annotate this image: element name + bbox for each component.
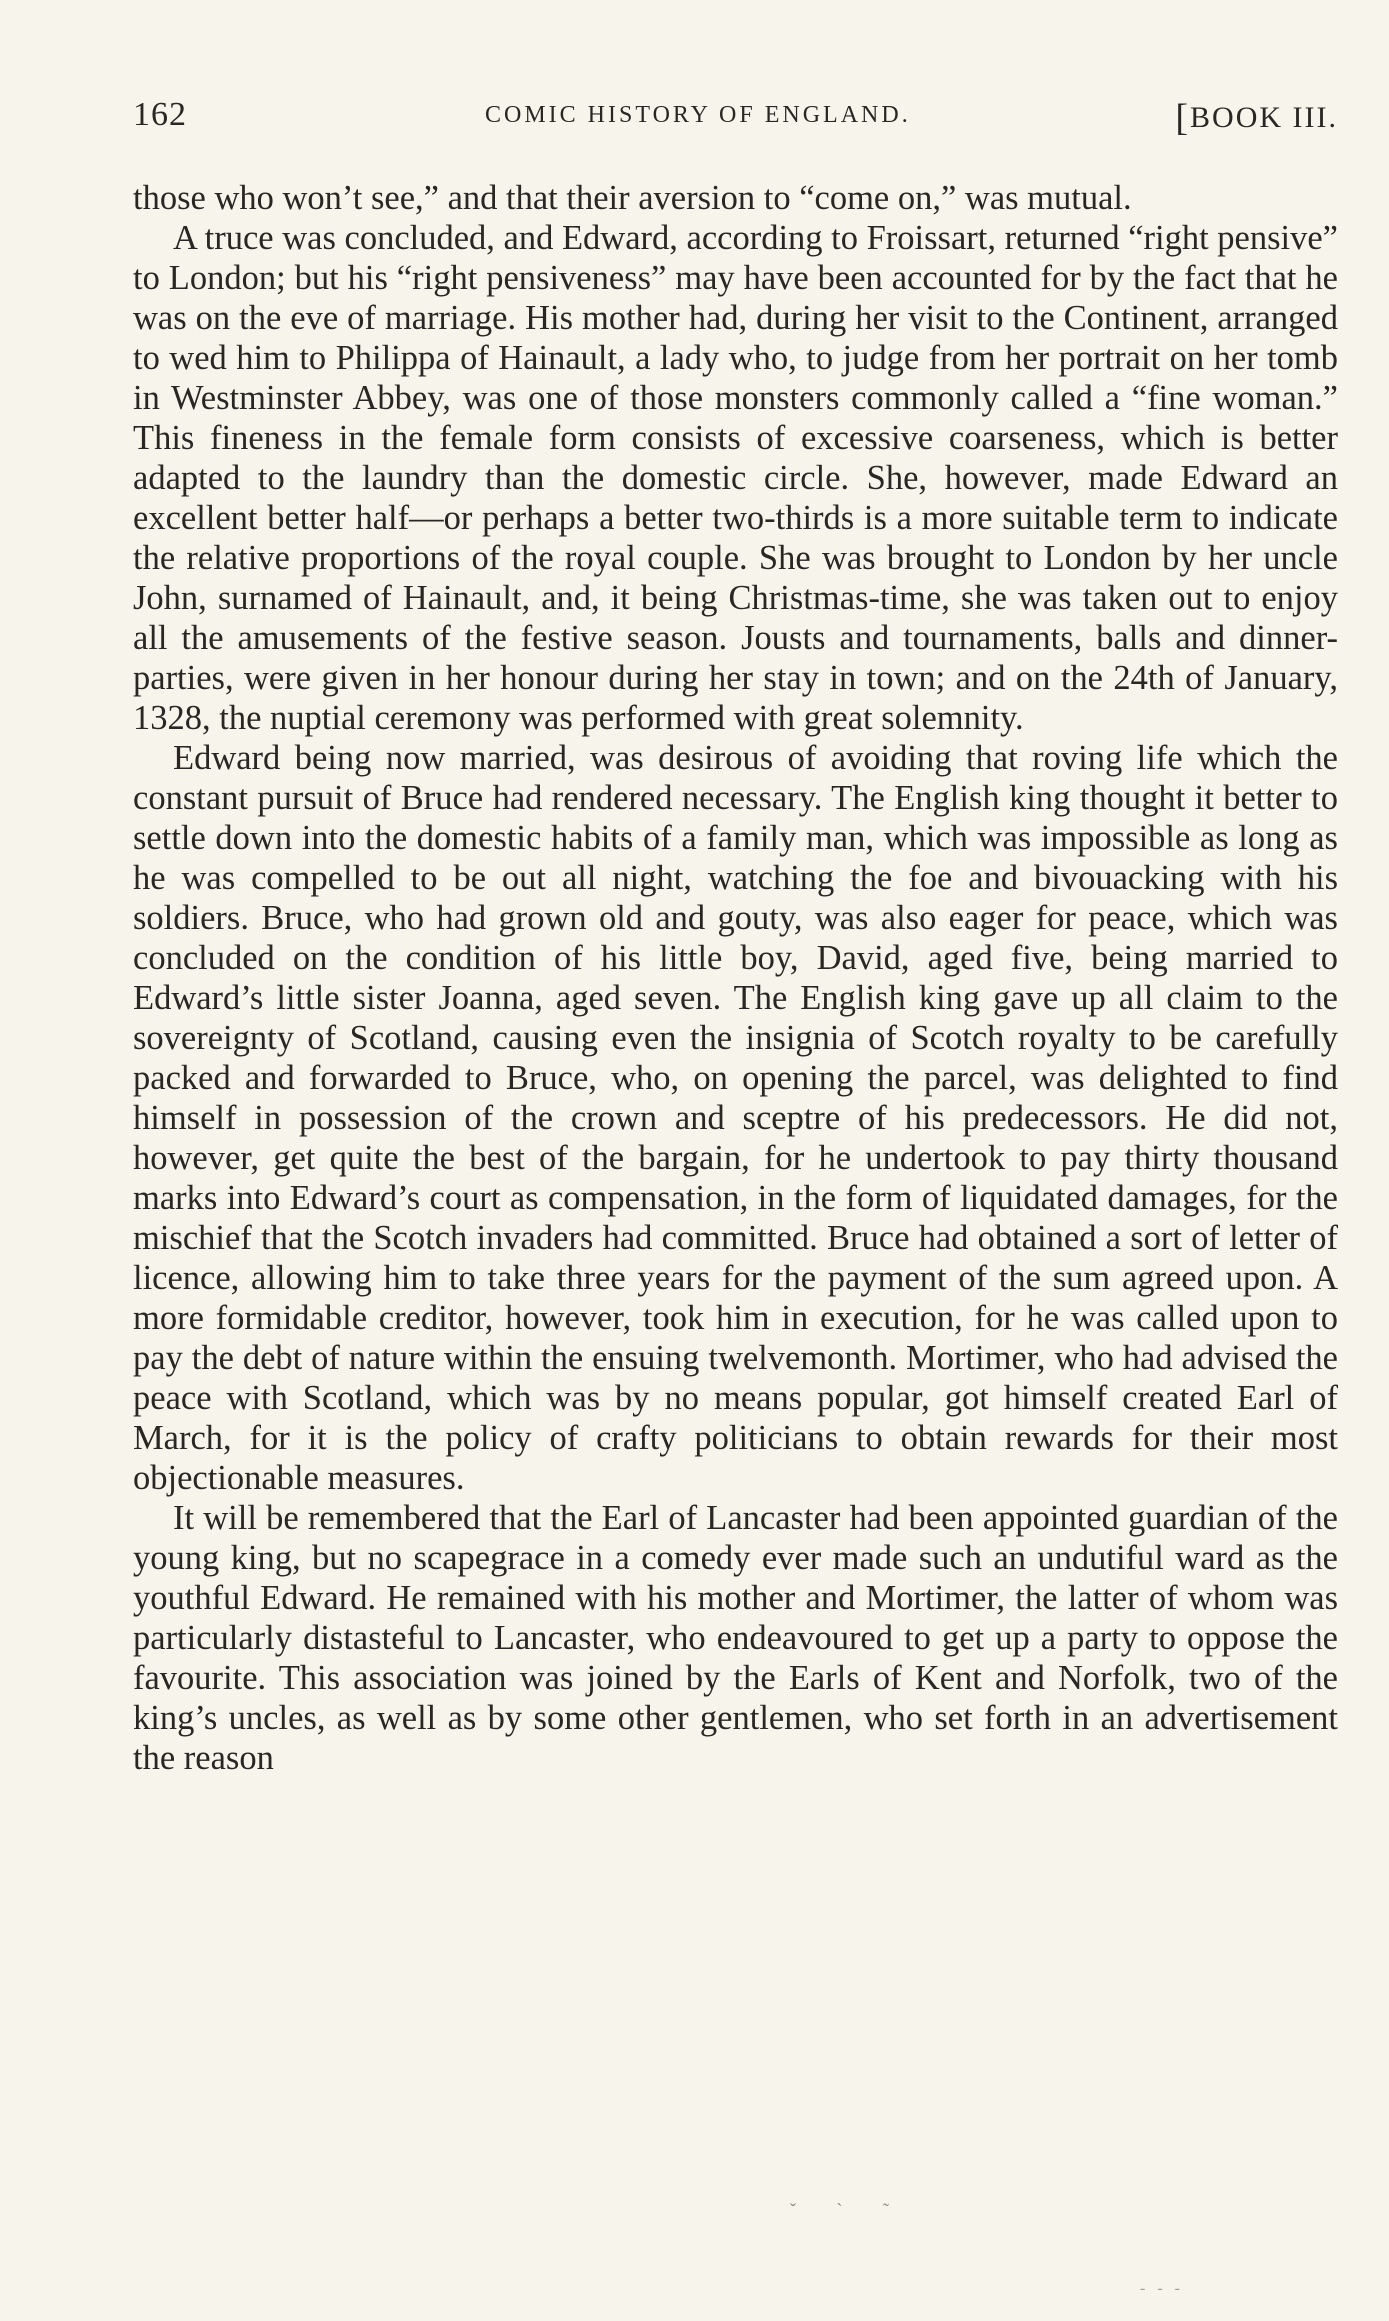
page-number: 162	[133, 96, 187, 133]
body-text	[133, 178, 1338, 1778]
paragraph-lancaster: It will be remembered that the Earl of Lancaster had been appointed guardian of the young king, but no scapegrace in a comedy ever made such an undutiful ward as the youthful Edward. He remained with his mother and Mortimer, the latter of whom was particularly distasteful to Lancaster, who endeavoured to get up a party to oppose the favourite. This association was joined by the Earls of Kent and Norfolk, two of the king’s uncles, as well as by some other gentlemen, who set forth in an advertisement the reason	[133, 1499, 1338, 1777]
book-label-text: BOOK III.	[1190, 101, 1338, 134]
book-page	[133, 96, 1338, 1778]
running-title: COMIC HISTORY OF ENGLAND.	[485, 102, 911, 128]
running-head	[133, 96, 1338, 148]
book-label	[1175, 96, 1338, 140]
paragraph-continued: those who won’t see,” and that their aversion to “come on,” was mutual.	[133, 179, 1132, 217]
paragraph-marriage-peace: Edward being now married, was desirous of avoiding that roving life which the constant pursuit of Bruce had rendered necessary. The English king thought it better to settle down into the domestic habits of a family man, which was impossible as long as he was compelled to be out all night, watching the foe and bivouacking with his soldiers. Bruce, who had grown old and gouty, was also eager for peace, which was concluded on the condition of his little boy, David, aged five, being married to Edward’s little sister Joanna, aged seven. The English king gave up all claim to the sovereignty of Scotland, causing even the insignia of Scotch royalty to be carefully packed and forwarded to Bruce, who, on opening the parcel, was delighted to find himself in possession of the crown and sceptre of his predecessors. He did not, however, get quite the best of the bargain, for he undertook to pay thirty thousand marks into Edward’s court as compensation, in the form of liquidated damages, for the mischief that the Scotch invaders had committed. Bruce had obtained a sort of letter of licence, allowing him to take three years for the payment of the sum agreed upon. A more formidable creditor, however, took him in execution, for he was called upon to pay the debt of nature within the ensuing twelvemonth. Mortimer, who had advised the peace with Scotland, which was by no means popular, got himself created Earl of March, for it is the policy of crafty politicians to obtain rewards for their most objectionable measures.	[133, 739, 1338, 1497]
paragraph-truce: A truce was concluded, and Edward, according to Froissart, returned “right pensive” to London; but his “right pensiveness” may have been accounted for by the fact that he was on the eve of marriage. His mother had, during her visit to the Continent, arranged to wed him to Philippa of Hainault, a lady who, to judge from her portrait on her tomb in Westminster Abbey, was one of those monsters commonly called a “fine woman.” This fineness in the female form consists of excessive coarseness, which is better adapted to the laundry than the domestic circle. She, however, made Edward an excellent better half—or perhaps a better two-thirds is a more suitable term to indicate the relative proportions of the royal couple. She was brought to London by her uncle John, surnamed of Hainault, and, it being Christmas-time, she was taken out to enjoy all the amusements of the festive season. Jousts and tournaments, balls and dinner-parties, were given in her honour during her stay in town; and on the 24th of January, 1328, the nuptial ceremony was performed with great solemnity.	[133, 219, 1338, 737]
print-specks-lower: ‐ ‐ ‐	[1140, 2280, 1184, 2297]
book-bracket: [	[1175, 97, 1191, 139]
print-specks: ˇ ˋ ˜	[790, 2200, 907, 2220]
